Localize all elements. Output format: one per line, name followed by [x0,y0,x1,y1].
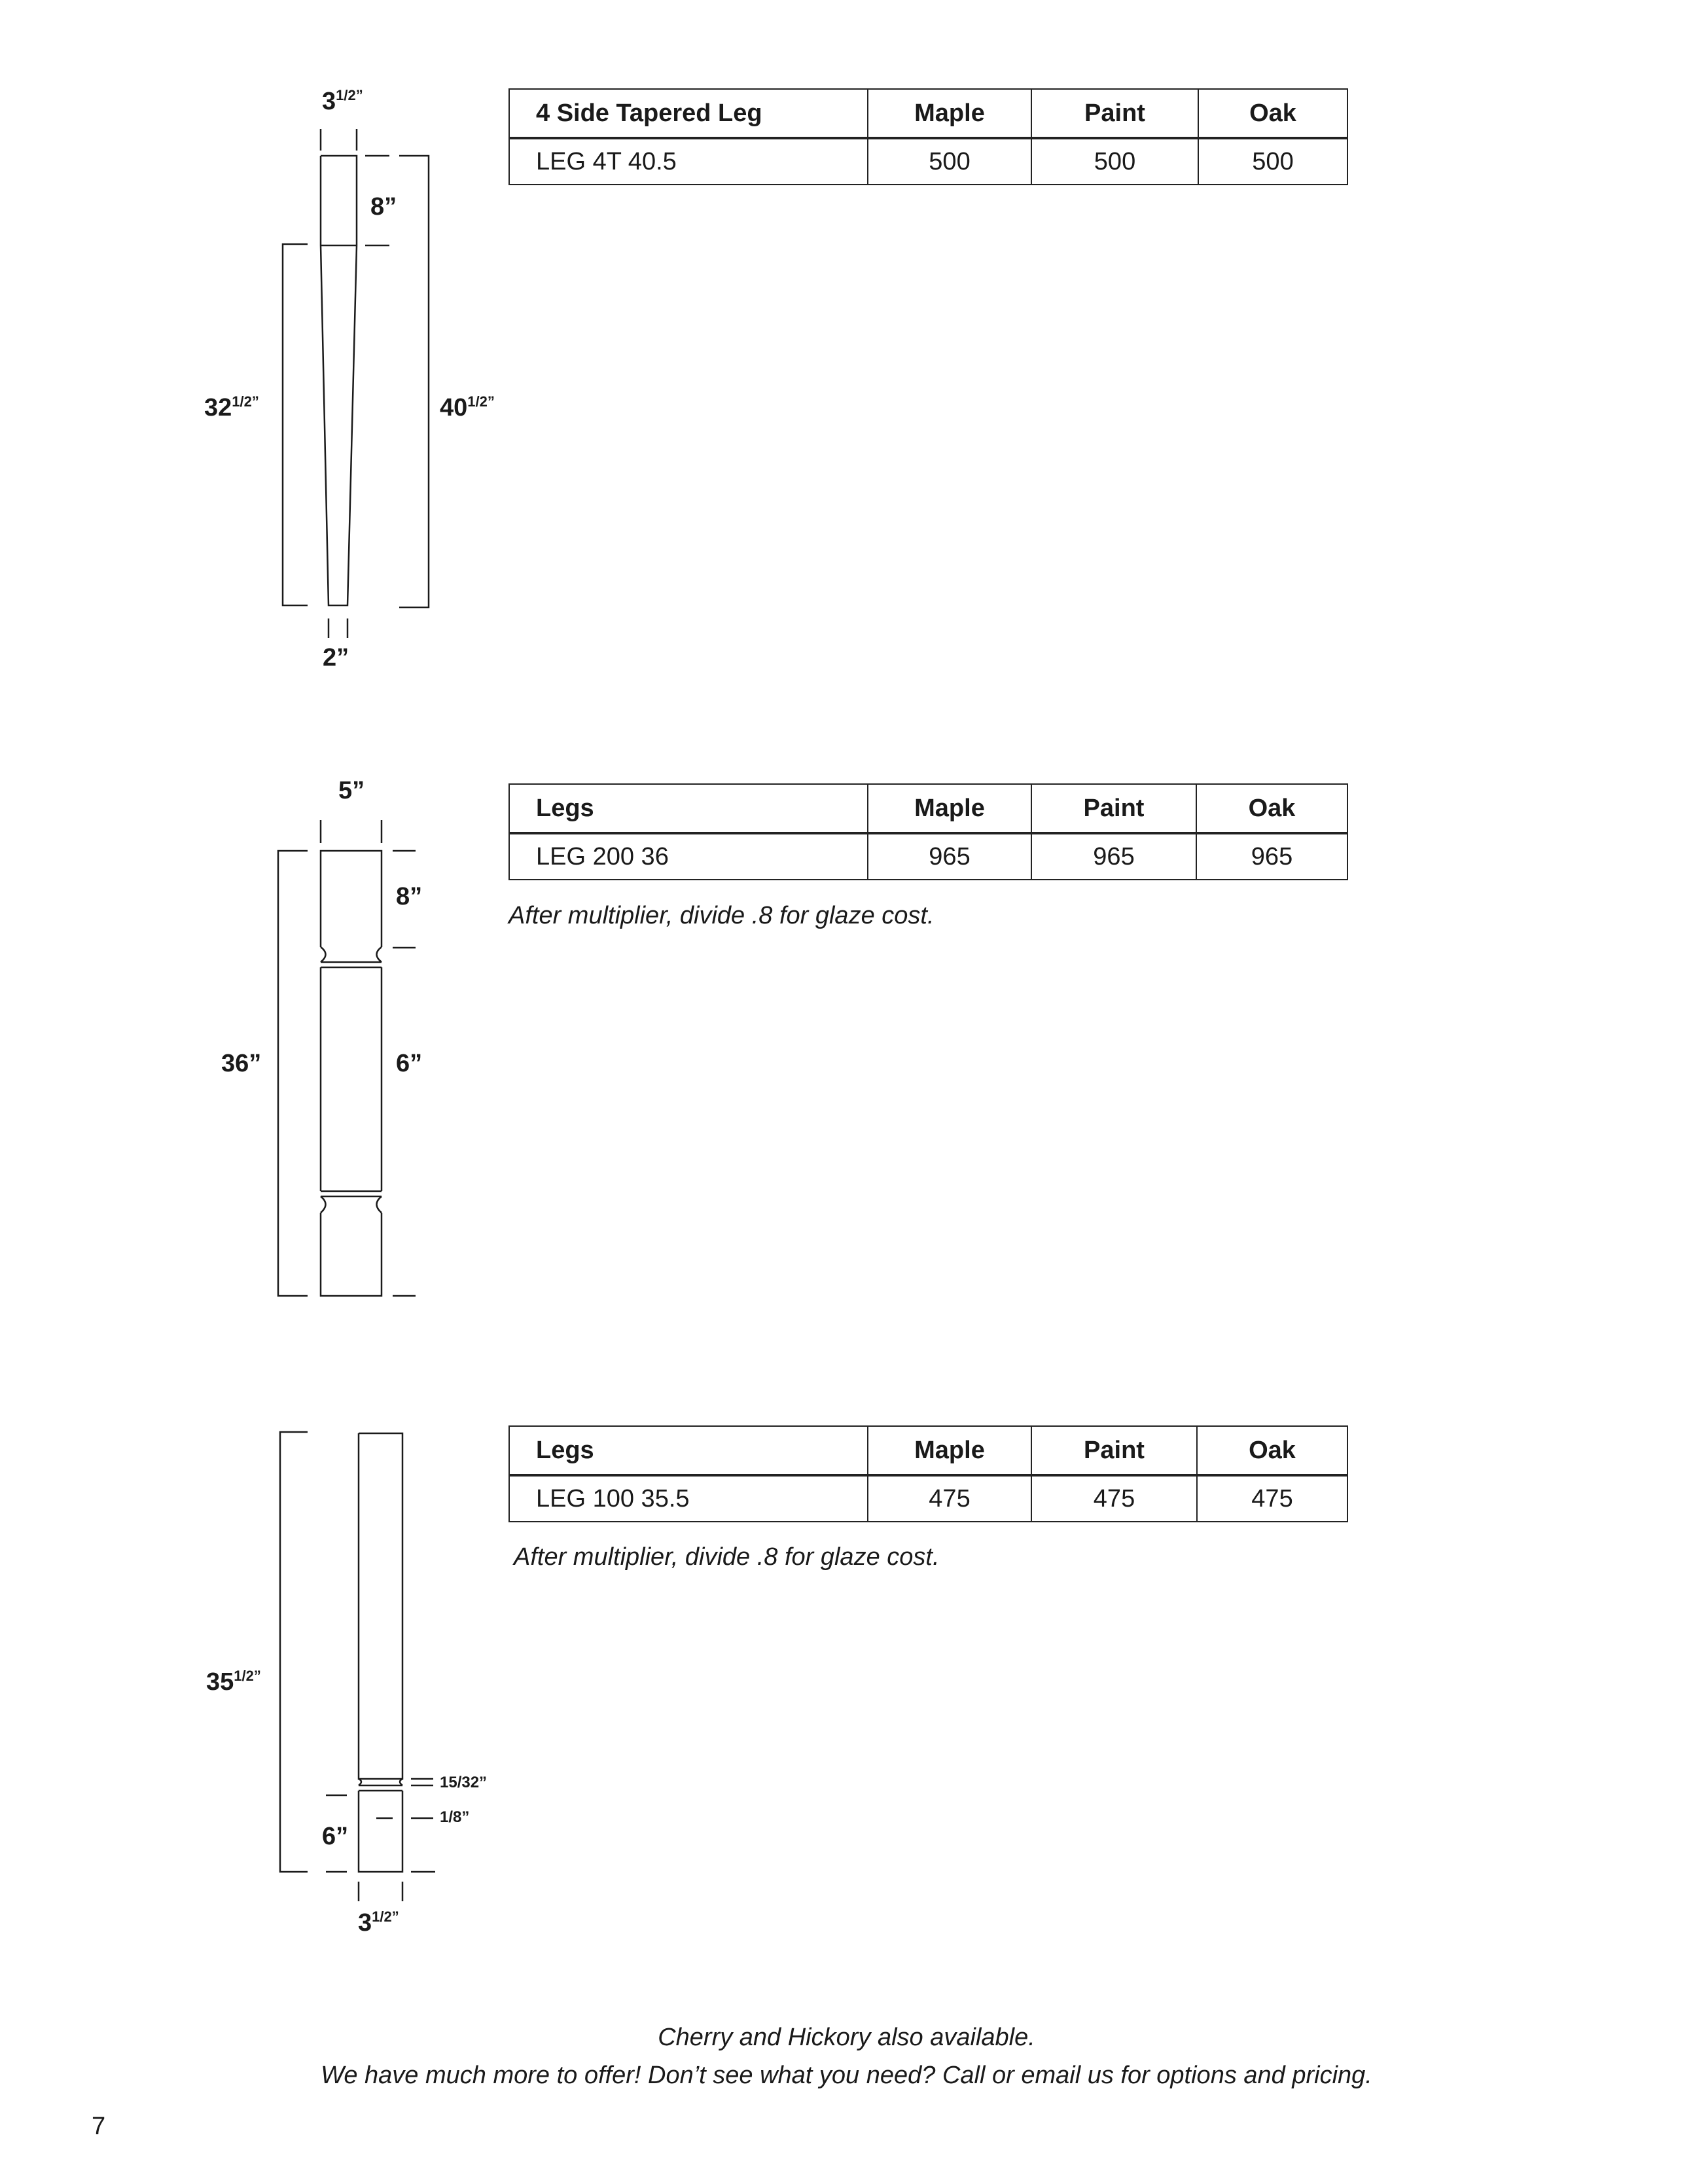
price-table-leg-200 [508,783,1348,880]
cell-product: LEG 100 35.5 [509,1475,868,1522]
dim-bottom-block: 6” [322,1823,349,1850]
cell-maple: 965 [868,833,1031,880]
table-row [509,833,1347,880]
cell-oak: 500 [1198,138,1347,185]
col-header-oak: Oak [1197,1426,1347,1475]
col-header-product: 4 Side Tapered Leg [509,89,868,138]
dim-overall-length: $35^{1/2”}$ [206,1668,261,1696]
glaze-note: After multiplier, divide .8 for glaze cost. [514,1543,940,1571]
cell-paint: 500 [1031,138,1198,185]
dim-groove-gap: 1/8” [440,1808,470,1826]
dim-top-block: 8” [396,883,423,910]
cell-oak: 965 [1196,833,1347,880]
col-header-maple: Maple [868,784,1031,833]
dim-top-width: $3^{1/2”}$ [322,87,363,115]
cell-product: LEG 4T 40.5 [509,138,868,185]
col-header-paint: Paint [1031,784,1196,833]
cell-oak: 475 [1197,1475,1347,1522]
page-number: 7 [92,2113,106,2140]
price-table-leg-100 [508,1425,1348,1522]
dim-bottom-block: 6” [396,1050,423,1077]
col-header-oak: Oak [1196,784,1347,833]
leg-100-drawing [280,1432,435,1901]
cell-product: LEG 200 36 [509,833,868,880]
cell-maple: 475 [868,1475,1031,1522]
col-header-paint: Paint [1031,1426,1197,1475]
col-header-product: Legs [509,1426,868,1475]
footer-availability: Cherry and Hickory also available. [658,2024,1035,2051]
footer-contact: We have much more to offer! Don’t see what you need? Call or email us for options and pricing. [321,2062,1372,2089]
table-row [509,1475,1347,1522]
dim-top-block: 8” [370,193,397,221]
col-header-paint: Paint [1031,89,1198,138]
col-header-maple: Maple [868,1426,1031,1475]
col-header-maple: Maple [868,89,1031,138]
dim-bottom-width: 2” [323,644,349,671]
glaze-note: After multiplier, divide .8 for glaze cost. [508,902,935,929]
table-row [509,138,1347,185]
price-table-tapered [508,88,1348,185]
cell-maple: 500 [868,138,1031,185]
col-header-oak: Oak [1198,89,1347,138]
dim-width: $3^{1/2”}$ [358,1908,399,1937]
cell-paint: 965 [1031,833,1196,880]
dim-taper-length: $32^{1/2”}$ [204,393,259,421]
dim-overall-length: $40^{1/2”}$ [440,393,495,421]
table-header-row [509,89,1347,138]
cell-paint: 475 [1031,1475,1197,1522]
dim-width: 5” [338,777,365,804]
dim-overall-length: 36” [221,1050,262,1077]
tapered-leg-drawing [283,129,429,638]
col-header-product: Legs [509,784,868,833]
table-header-row [509,1426,1347,1475]
leg-200-drawing [278,820,416,1296]
table-header-row [509,784,1347,833]
dim-groove: 15/32” [440,1774,488,1791]
